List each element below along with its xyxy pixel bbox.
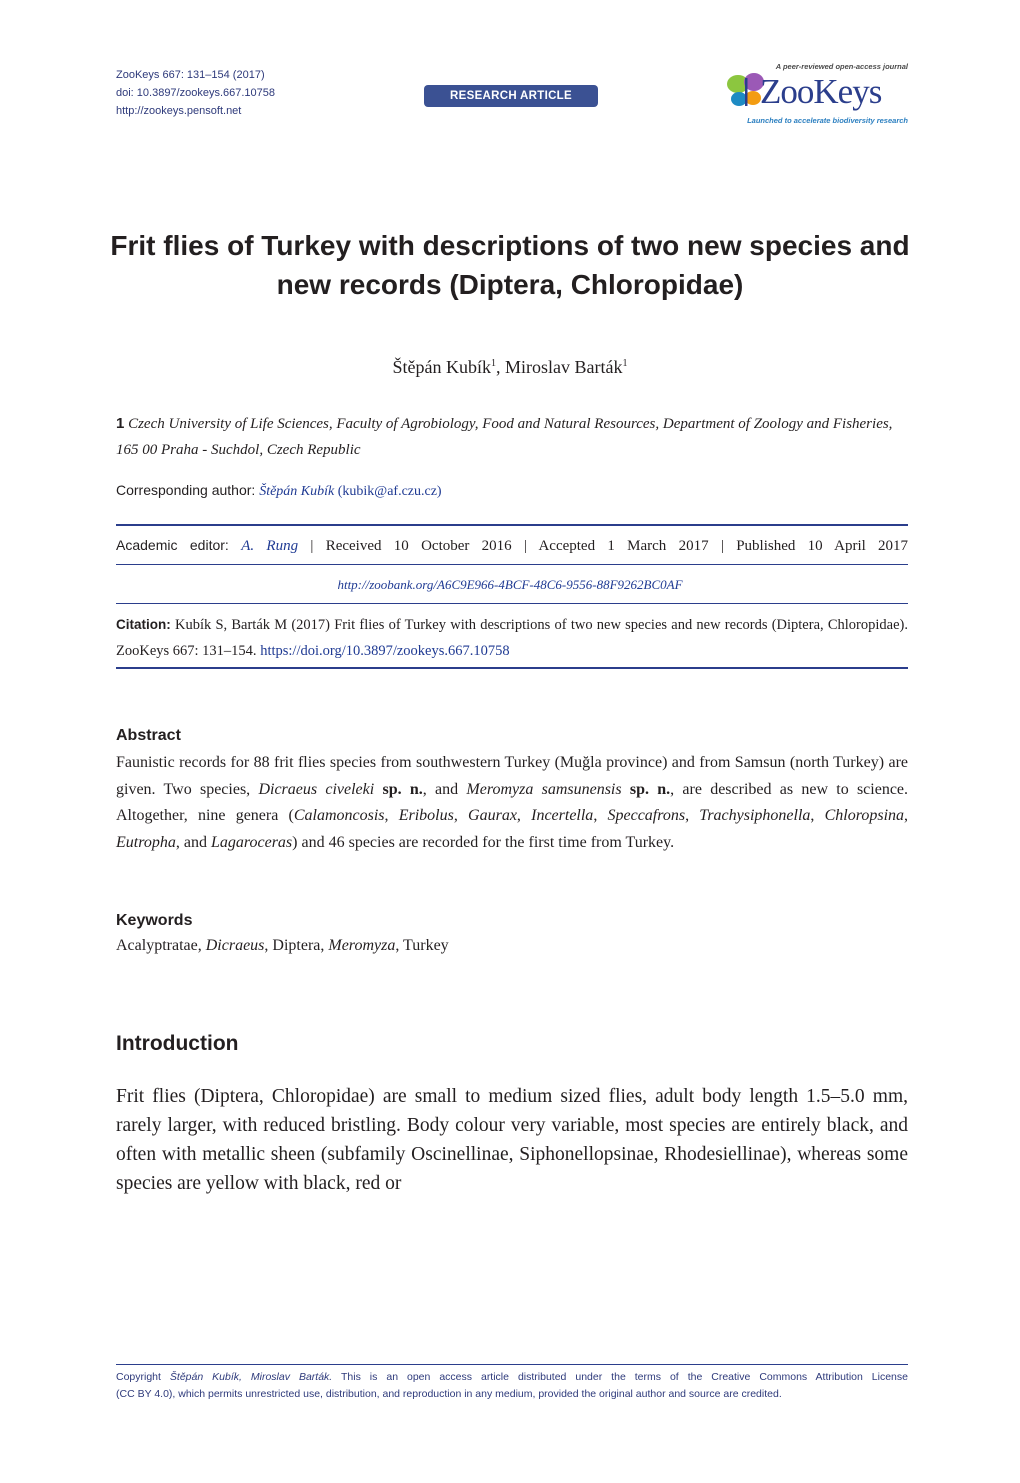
genus-name: Trachysiphonella (699, 807, 811, 824)
keywords-list (116, 937, 449, 955)
abstract-text (116, 750, 908, 856)
affiliation-text: Czech University of Life Sciences, Faculty of Agrobiology, Food and Natural Resources, Department of Zoology and Fisheries, 165 00 Praha - Suchdol, Czech Republic (116, 416, 893, 458)
genus-name: Incertella (531, 807, 594, 824)
separator: | (720, 538, 724, 554)
divider (116, 667, 908, 669)
genus-name: Calamoncosis (293, 807, 385, 824)
citation-label: Citation: (116, 617, 171, 632)
corresponding-author (116, 482, 442, 500)
received-date: Received 10 October 2016 (325, 538, 512, 554)
copyright-holders: Štěpán Kubík, Miroslav Barták. (169, 1371, 333, 1383)
text-run: , and (422, 780, 467, 798)
text-run: , are described as new to science. Altogether, nine genera ( (116, 780, 909, 824)
separator: | (310, 538, 314, 554)
published-date: Published 10 April 2017 (736, 538, 909, 554)
species-name: Dicraeus civeleki (258, 780, 375, 798)
zoobank-link[interactable]: http://zoobank.org/A6C9E966-4BCF-48C6-9556-88F9262BC0AF (337, 577, 683, 592)
keyword: , Turkey (395, 937, 449, 954)
keyword: , Diptera, (264, 937, 329, 954)
keyword: Acalyptratae, (116, 937, 206, 954)
divider (116, 524, 908, 526)
citation-text: Kubík S, Barták M (2017) Frit flies of Turkey with descriptions of two new species and new records (Diptera, Chloropidae). ZooKeys 667: 131–154. (116, 617, 908, 659)
editorial-dates (116, 537, 908, 555)
journal-citation: ZooKeys 667: 131–154 (2017) (116, 69, 265, 81)
article-title: Frit flies of Turkey with descriptions of two new species and new records (Diptera, Chloropidae) (110, 230, 910, 300)
text-run: Faunistic records for 88 frit flies species from southwestern Turkey (Muğla province) and from Samsun (north Turkey) are given. Two species, (116, 754, 908, 798)
affiliation-marker: 1 (491, 358, 496, 369)
footer-divider (116, 1364, 908, 1365)
footer-line (116, 1369, 908, 1386)
genus-name: Speccafrons (607, 807, 686, 824)
text-run: , (904, 807, 909, 824)
text-run: Copyright (116, 1371, 170, 1383)
keyword: Dicraeus (205, 937, 265, 954)
accepted-date: Accepted 1 March 2017 (538, 538, 709, 554)
introduction-heading: Introduction (116, 1032, 239, 1055)
genus-name: Chloropsina (824, 807, 905, 824)
genus-name: Eutropha (116, 833, 176, 851)
text-run: , (810, 807, 825, 824)
author-list (0, 357, 1020, 378)
text-run: This is an open access article distributed under the terms of the Creative Commons Attribution License (332, 1371, 908, 1383)
new-species-marker: sp. n. (382, 780, 423, 798)
affiliation-marker: 1 (622, 358, 628, 369)
new-species-marker: sp. n. (629, 780, 671, 798)
author-name[interactable]: Miroslav Barták (505, 357, 623, 377)
abstract-heading: Abstract (116, 727, 181, 744)
species-name: Meromyza samsunensis (466, 780, 622, 798)
text-run: , (384, 807, 399, 824)
divider (116, 603, 908, 604)
introduction-text: Frit flies (Diptera, Chloropidae) are small to medium sized flies, adult body length 1.5–5.0 mm, rarely larger, with reduced bristling. Body colour very variable, most species are entirely black, and often with metallic sheen (subfamily Oscinellinae, Siphonellopsinae, Rhodesiellinae), whereas some species are yellow with black, red or (116, 1086, 908, 1194)
text-run: ) and 46 species are recorded for the first time from Turkey. (292, 833, 675, 851)
author-name[interactable]: Štěpán Kubík (392, 357, 491, 377)
separator: | (523, 538, 527, 554)
footer-line: (CC BY 4.0), which permits unrestricted use, distribution, and reproduction in any medium, provided the original author and source are credited. (116, 1388, 782, 1400)
copyright-footer (116, 1369, 908, 1403)
zookeys-logo[interactable] (726, 62, 908, 128)
logo-tagline: Launched to accelerate biodiversity research (747, 116, 908, 125)
editor-name: A. Rung (241, 538, 299, 554)
text-run: , (453, 807, 469, 824)
text-run: , (685, 807, 700, 824)
editor-label: Academic editor: (116, 537, 242, 553)
keywords-heading: Keywords (116, 912, 193, 929)
text-run: , (593, 807, 608, 824)
text-run: , and (175, 833, 211, 851)
author-separator: , (496, 357, 505, 377)
journal-url[interactable]: http://zookeys.pensoft.net (116, 105, 242, 117)
affiliation-number: 1 (116, 415, 125, 432)
article-type-badge: RESEARCH ARTICLE (424, 85, 598, 107)
genus-name: Gaurax (468, 807, 517, 824)
text-run: , (516, 807, 532, 824)
corresponding-name: Štěpán Kubík (259, 484, 335, 499)
citation-doi-link[interactable]: https://doi.org/10.3897/zookeys.667.10758 (260, 643, 510, 659)
keyword: Meromyza (328, 937, 396, 954)
logo-peer-reviewed: A peer-reviewed open-access journal (775, 62, 908, 71)
affiliation (116, 411, 908, 463)
genus-name: Eribolus (398, 807, 454, 824)
citation (116, 612, 908, 664)
doi-link[interactable]: doi: 10.3897/zookeys.667.10758 (116, 87, 276, 99)
corresponding-label: Corresponding author: (116, 482, 260, 498)
corresponding-email[interactable]: (kubik@af.czu.cz) (337, 484, 442, 499)
divider (116, 564, 908, 565)
logo-wordmark: ZooKeys (760, 72, 882, 111)
genus-name: Lagaroceras (210, 833, 293, 851)
journal-meta (116, 66, 275, 120)
